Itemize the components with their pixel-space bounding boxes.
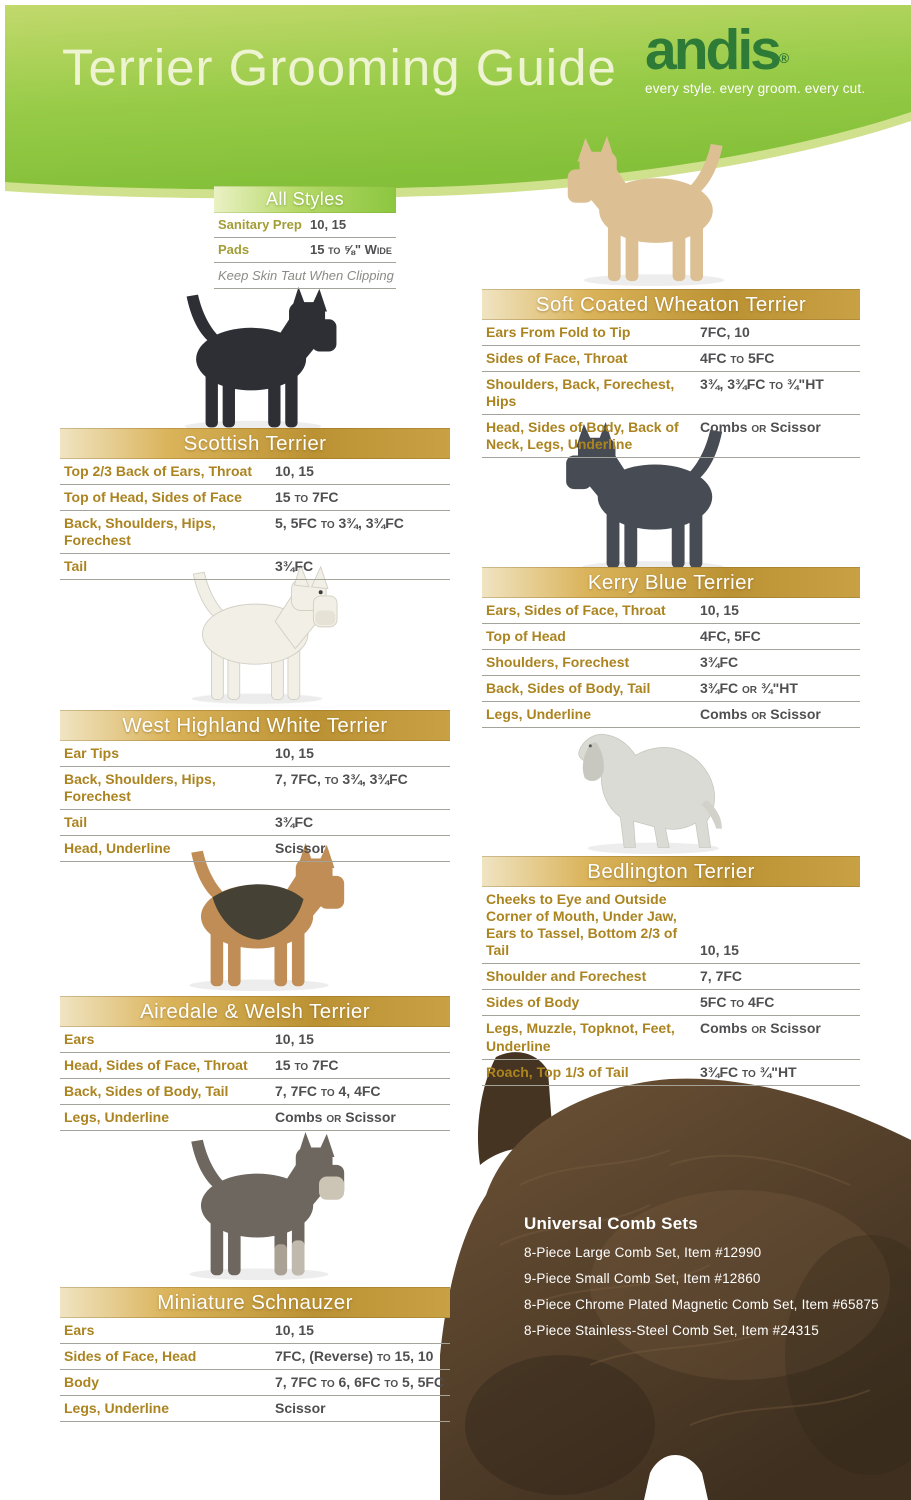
table-row — [60, 741, 450, 767]
row-label: Legs, Muzzle, Topknot, Feet, Underline — [486, 1020, 675, 1054]
table-row — [482, 1060, 860, 1086]
row-value: 3¾FC or ¾"HT — [700, 680, 798, 697]
airedale-welsh-terrier-photo — [162, 843, 356, 993]
soft-coated-wheaton-terrier-photo — [556, 136, 752, 288]
row-value: 10, 15 — [275, 745, 314, 761]
brand-tagline: every style. every groom. every cut. — [645, 81, 866, 96]
scottish-terrier-photo — [158, 287, 348, 434]
row-label: Shoulders, Forechest — [486, 654, 630, 671]
row-value: 10, 15 — [700, 602, 739, 618]
table-row — [60, 1027, 450, 1053]
kerry-blue-terrier-table — [482, 567, 860, 728]
row-label: Ears From Fold to Tip — [486, 324, 631, 340]
comb-set-item: 8-Piece Large Comb Set, Item #12990 — [524, 1245, 762, 1260]
table-row — [482, 415, 860, 458]
table-row — [60, 1344, 450, 1370]
row-label: Top 2/3 Back of Ears, Throat — [64, 463, 253, 479]
table-title-banner — [482, 567, 860, 598]
row-value: Scissor — [275, 840, 326, 857]
table-row — [482, 702, 860, 728]
registered-mark: ® — [778, 50, 790, 66]
row-value: 10, 15 — [275, 1031, 314, 1047]
row-label: Cheeks to Eye and Outside Corner of Mouth, Under Jaw, Ears to Tassel, Bottom 2/3 of Tail — [486, 891, 678, 959]
table-title: Bedlington Terrier — [587, 860, 755, 883]
row-label: Head, Underline — [64, 840, 171, 857]
miniature-schnauzer-table — [60, 1287, 450, 1422]
row-label: Shoulder and Forechest — [486, 968, 647, 985]
row-value: 7FC, (Reverse) to 15, 10 — [275, 1348, 434, 1365]
table-title: Soft Coated Wheaton Terrier — [535, 293, 807, 316]
row-label: Sides of Body — [486, 994, 580, 1011]
table-row — [60, 554, 450, 580]
table-row — [60, 1105, 450, 1131]
row-label: Roach, Top 1/3 of Tail — [486, 1063, 629, 1080]
table-row — [214, 238, 396, 263]
row-value: 15 to 7FC — [275, 1057, 339, 1074]
row-value: 10, 15 — [275, 1322, 314, 1338]
table-row — [482, 1016, 860, 1059]
row-label: Ears — [64, 1322, 95, 1338]
row-label: Legs, Underline — [486, 706, 592, 723]
row-value: 3¾FC — [275, 814, 314, 831]
row-value: 15 to 7FC — [275, 489, 339, 506]
row-value: 15 to ⅝" Wide — [310, 241, 392, 257]
table-row — [60, 767, 450, 810]
table-title-banner — [60, 1287, 450, 1318]
table-title-banner — [60, 996, 450, 1027]
table-title-banner — [482, 856, 860, 887]
row-label: Sides of Face, Head — [64, 1348, 197, 1365]
row-value: 7, 7FC to 6, 6FC to 5, 5FC — [275, 1374, 445, 1391]
row-value: 3¾, 3¾FC to ¾"HT — [700, 376, 824, 393]
table-row — [60, 1318, 450, 1344]
table-row — [482, 320, 860, 346]
row-value: 7, 7FC, to 3¾, 3¾FC — [275, 771, 408, 788]
all-styles-table — [214, 186, 396, 289]
row-label: Top of Head — [486, 628, 566, 645]
row-label: Ear Tips — [64, 745, 119, 761]
table-row — [60, 810, 450, 836]
table-row — [60, 485, 450, 511]
west-highland-white-terrier-photo — [166, 565, 348, 706]
row-label: Tail — [64, 558, 88, 575]
table-title: Airedale & Welsh Terrier — [140, 1000, 370, 1023]
row-label: Shoulders, Back, Forechest, Hips — [486, 376, 675, 410]
bedlington-terrier-table — [482, 856, 860, 1086]
table-row — [482, 346, 860, 372]
table-row — [214, 213, 396, 238]
all-styles-title: All Styles — [265, 189, 345, 209]
brand-block — [645, 18, 885, 96]
table-row — [60, 1053, 450, 1079]
row-value: 3¾FC — [700, 654, 739, 671]
table-title: Kerry Blue Terrier — [587, 571, 755, 594]
table-title-banner — [60, 710, 450, 741]
row-value: 10, 15 — [310, 217, 347, 232]
table-row — [482, 676, 860, 702]
row-label: Body — [64, 1374, 99, 1391]
row-label: Back, Sides of Body, Tail — [486, 680, 651, 697]
row-value: 5FC to 4FC — [700, 994, 775, 1011]
table-row — [482, 887, 860, 964]
row-value: Scissor — [275, 1400, 326, 1417]
comb-set-item: 9-Piece Small Comb Set, Item #12860 — [524, 1271, 761, 1286]
universal-comb-sets — [524, 1214, 879, 1338]
comb-set-item: 8-Piece Stainless-Steel Comb Set, Item #24315 — [524, 1323, 819, 1338]
row-value: 10, 15 — [700, 942, 739, 959]
row-value: Combs or Scissor — [700, 419, 821, 436]
table-row — [482, 624, 860, 650]
table-row — [482, 650, 860, 676]
table-row — [482, 964, 860, 990]
row-value: Combs or Scissor — [700, 706, 821, 723]
table-row — [60, 1079, 450, 1105]
table-row — [60, 1396, 450, 1422]
row-value: 4FC, 5FC — [700, 628, 761, 645]
table-row — [482, 372, 860, 415]
row-value: 5, 5FC to 3¾, 3¾FC — [275, 515, 404, 532]
bedlington-terrier-photo — [564, 710, 752, 856]
row-label: Back, Shoulders, Hips, Forechest — [64, 771, 216, 805]
row-value: 7, 7FC to 4, 4FC — [275, 1083, 381, 1100]
table-title: Scottish Terrier — [183, 432, 327, 455]
row-value: Combs or Scissor — [700, 1020, 821, 1037]
row-label: Ears, Sides of Face, Throat — [486, 602, 666, 618]
row-label: Top of Head, Sides of Face — [64, 489, 242, 506]
page-title: Terrier Grooming Guide — [62, 39, 617, 96]
airedale-welsh-terrier-table — [60, 996, 450, 1131]
row-label: Legs, Underline — [64, 1109, 170, 1126]
row-label: Ears — [64, 1031, 95, 1047]
row-value: 10, 15 — [275, 463, 314, 479]
table-row — [60, 511, 450, 554]
table-row — [482, 990, 860, 1016]
row-label: Legs, Underline — [64, 1400, 170, 1417]
row-label: Tail — [64, 814, 88, 831]
table-row — [60, 836, 450, 862]
all-styles-banner — [214, 186, 396, 213]
table-title-banner — [60, 428, 450, 459]
row-label: Back, Sides of Body, Tail — [64, 1083, 229, 1100]
miniature-schnauzer-photo — [162, 1132, 356, 1282]
scottish-terrier-table — [60, 428, 450, 580]
andis-wordmark: andis — [645, 18, 779, 82]
row-label: Sides of Face, Throat — [486, 350, 628, 367]
table-row — [60, 459, 450, 485]
row-value: 4FC to 5FC — [700, 350, 775, 367]
west-highland-white-terrier-table — [60, 710, 450, 862]
table-row — [482, 598, 860, 624]
comb-sets-title: Universal Comb Sets — [524, 1214, 698, 1233]
soft-coated-wheaton-terrier-table — [482, 289, 860, 458]
row-label: Pads — [218, 241, 250, 257]
row-label: Head, Sides of Body, Back of Neck, Legs, Underline — [486, 419, 679, 453]
row-value: 7, 7FC — [700, 968, 743, 985]
row-value: 7FC, 10 — [700, 324, 750, 340]
table-row — [60, 1370, 450, 1396]
comb-set-item: 8-Piece Chrome Plated Magnetic Comb Set, Item #65875 — [524, 1297, 879, 1312]
andis-logo — [645, 18, 885, 82]
table-title: Miniature Schnauzer — [157, 1291, 353, 1314]
row-value: 3¾FC to ¾"HT — [700, 1063, 797, 1080]
table-title: West Highland White Terrier — [122, 714, 388, 737]
row-label: Head, Sides of Face, Throat — [64, 1057, 248, 1074]
row-label: Sanitary Prep — [218, 217, 302, 232]
clipping-note: Keep Skin Taut When Clipping — [214, 263, 396, 289]
row-label: Back, Shoulders, Hips, Forechest — [64, 515, 216, 549]
row-value: Combs or Scissor — [275, 1109, 396, 1126]
table-title-banner — [482, 289, 860, 320]
row-value: 3¾FC — [275, 558, 314, 575]
